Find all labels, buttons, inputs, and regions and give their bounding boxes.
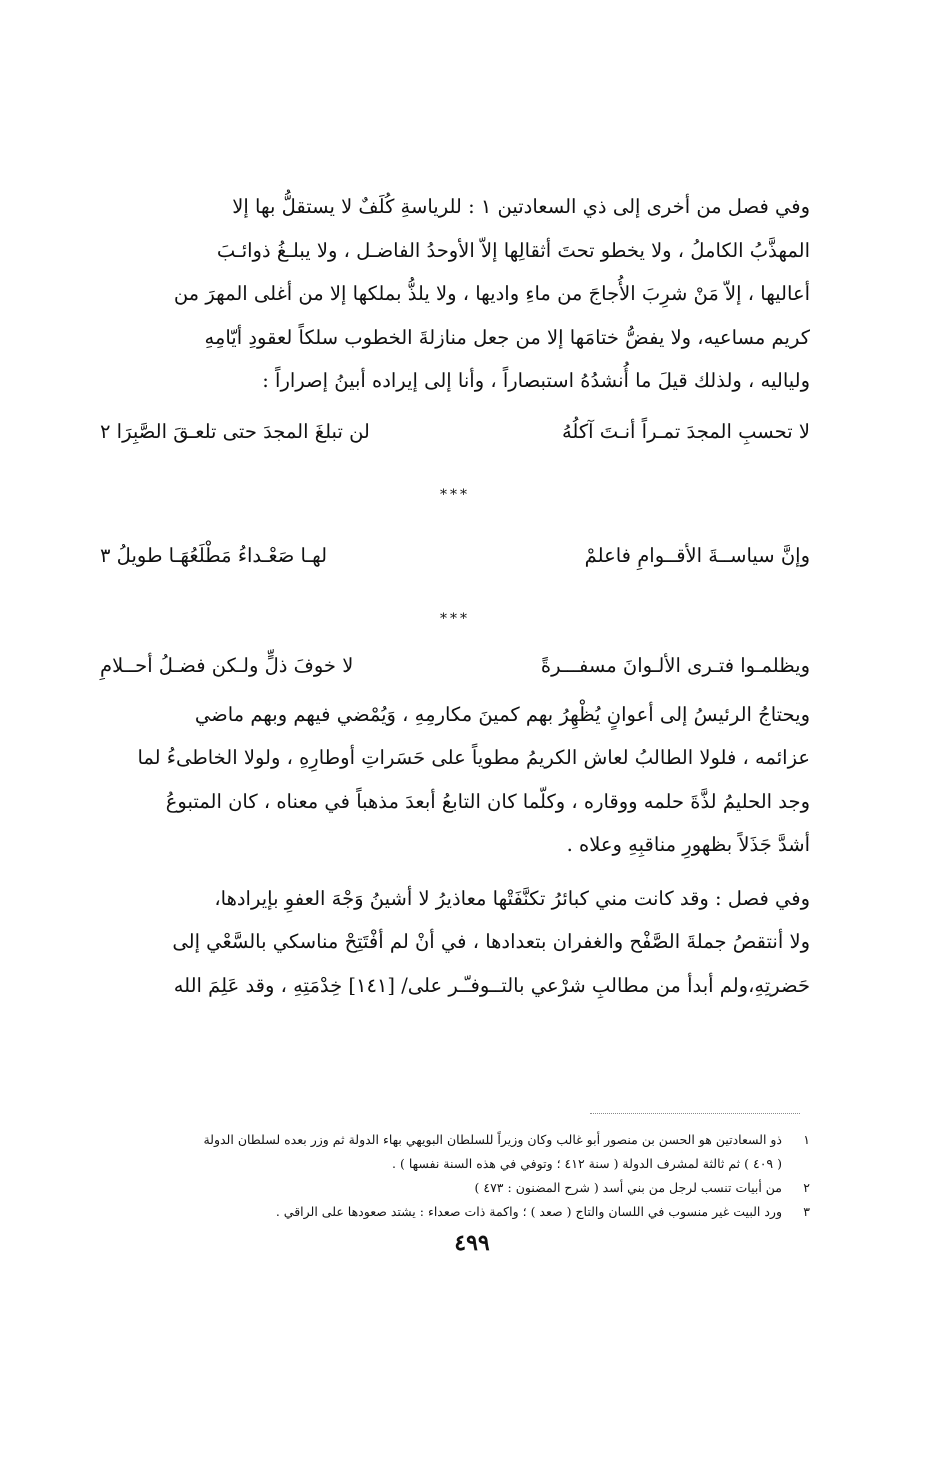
verse-2 [100, 541, 810, 571]
text-line: عزائمه ، فلولا الطالبُ لعاش الكريمُ مطوياً على حَسَراتِ أوطارِهِ ، ولولا الخاطىءُ لما [137, 746, 810, 769]
page-number: ٤٩٩ [454, 1230, 490, 1256]
section-separator: *** [440, 610, 470, 627]
footnote-3 [100, 1200, 810, 1224]
text-line: ولا أنتقصُ جملةَ الصَّفْح والغفران بتعدادها ، في أنْ لم أفْتَتِحْ مناسكي بالسَّعْي إلى [172, 930, 810, 953]
text-line: حَضرتِهِ،ولم أبدأ من مطالبِ شرْعي بالتــوفـّـر على/ [١٤١] خِدْمَتِهِ ، وقد عَلِمَ الله [173, 973, 810, 997]
footnote-text: ( ٤٠٩ ) ثم ثالثة لمشرف الدولة ( سنة ٤١٢ ؛ وتوفي في هذه السنة نفسها ) . [392, 1156, 782, 1171]
verse-hemistich-right: لا تحسبِ المجدَ تمـراً أنـتَ آكلُهُ [561, 419, 810, 443]
footnote-number: ١ [803, 1132, 810, 1147]
verse-hemistich-left: لا خوفَ ذلٍّ ولـكن فضـلُ أحــلامِ [100, 653, 354, 677]
verse-3 [100, 651, 810, 681]
footnote-divider [590, 1113, 800, 1114]
paragraph-2 [100, 693, 810, 867]
footnote-number: ٢ [803, 1180, 810, 1195]
verse-1 [100, 417, 810, 447]
text-line: أعاليها ، إلاّ مَنْ شرِبَ الأُجاجَ من ماءِ واديها ، ولا يلذُّ بملكها إلا من أغلى المهرَ من [173, 282, 810, 305]
main-text [100, 185, 810, 1007]
text-line: وفي فصل من أخرى إلى ذي السعادتين ١ : للرياسةِ كُلَفٌ لا يستقلُّ بها إلا [232, 195, 810, 218]
text-line: ولياليه ، ولذلك قيلَ ما أُنشدُهُ استبصاراً ، وأنا إلى إيراده أبينُ إصراراً : [262, 369, 810, 392]
verse-hemistich-left: لن تبلغَ المجدَ حتى تلعـقَ الصَّبِرَا ٢ [100, 419, 370, 443]
paragraph-3 [100, 877, 810, 1008]
verse-hemistich-right: وإنَّ سياســةَ الأقــوامِ فاعلمْ [584, 543, 810, 567]
footnote-text: من أبيات تنسب لرجل من بني أسد ( شرح المضنون : ٤٧٣ ) [474, 1180, 782, 1195]
footnote-number: ٣ [803, 1204, 810, 1219]
footnote-2 [100, 1176, 810, 1200]
section-separator: *** [440, 486, 470, 503]
footnote-1 [100, 1128, 810, 1176]
text-line: وفي فصل : وقد كانت مني كبائرُ تكنَّفَتْها معاذيرُ لا أشينُ وَجْهَ العفوِ بإيرادها، [214, 886, 810, 910]
text-line: ويحتاجُ الرئيسُ إلى أعوانٍ يُظْهِرُ بهم كمينَ مكارمِهِ ، وَيُمْضي فيهم وبهم ماضي [194, 702, 810, 726]
paragraph-1 [100, 185, 810, 403]
text-line: المهذَّبُ الكاملُ ، ولا يخطو تحتَ أثقالِها إلاّ الأوحدُ الفاضـل ، ولا يبلـغُ ذوائـبَ [216, 238, 810, 262]
footnotes [100, 1128, 810, 1224]
verse-hemistich-right: ويظلمـوا فتـرى الألـوانَ مسفـــرةً [540, 653, 810, 677]
footnote-text: ورد البيت غير منسوب في اللسان والتاج ( صعد ) ؛ واكمة ذات صعداء : يشتد صعودها على الراقي . [275, 1204, 782, 1219]
text-line: وجد الحليمُ لذَّةَ حلمه ووقاره ، وكلّما كان التابعُ أبعدَ مذهباً في معناه ، كان المتبوعُ [165, 789, 810, 813]
footnote-text: ذو السعادتين هو الحسن بن منصور أبو غالب وكان وزيراً للسلطان البويهي بهاء الدولة ثم وزر بعده لسلطان الدولة [203, 1132, 782, 1147]
verse-hemistich-left: لهـا صَعْـداءُ مَطْلَعُهَـا طويلُ ٣ [100, 543, 328, 567]
text-line: أشدَّ جَذَلاً بظهورِ مناقبِهِ وعلاه . [566, 833, 810, 856]
text-line: كريم مساعيه، ولا يفضُّ ختامَها إلا من جعل منازلةَ الخطوب سلكاً لعقودِ أيّامِهِ [204, 325, 810, 349]
